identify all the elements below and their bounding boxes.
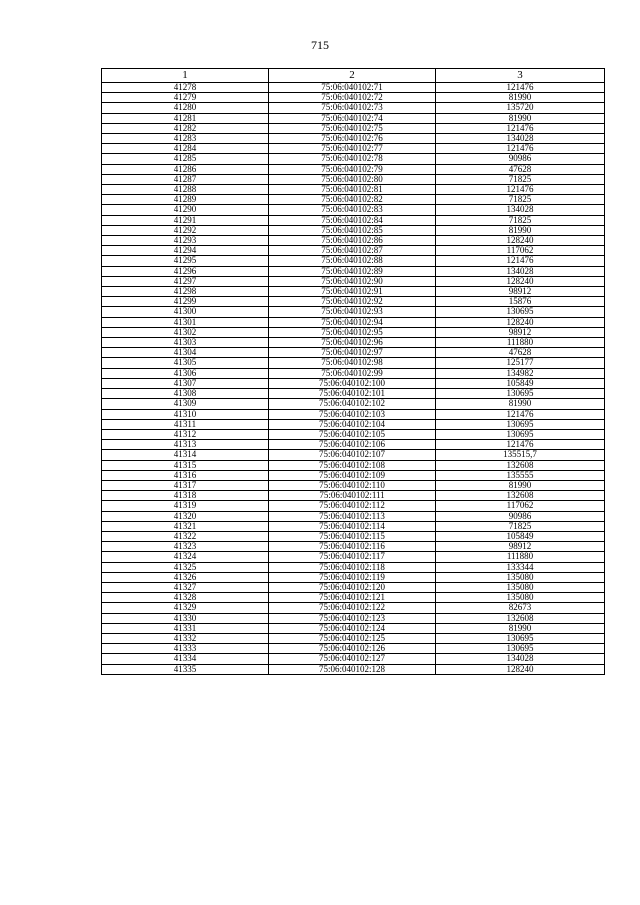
value-cell: 105849 — [436, 531, 605, 541]
cadastral-number-cell: 75:06:040102:81 — [269, 185, 436, 195]
row-number-cell: 41330 — [102, 613, 269, 623]
row-number-cell: 41315 — [102, 460, 269, 470]
cadastral-number-cell: 75:06:040102:126 — [269, 644, 436, 654]
row-number-cell: 41318 — [102, 491, 269, 501]
cadastral-number-cell: 75:06:040102:80 — [269, 174, 436, 184]
cadastral-number-cell: 75:06:040102:90 — [269, 276, 436, 286]
cadastral-number-cell: 75:06:040102:117 — [269, 552, 436, 562]
cadastral-number-cell: 75:06:040102:85 — [269, 225, 436, 235]
value-cell: 128240 — [436, 317, 605, 327]
row-number-cell: 41294 — [102, 246, 269, 256]
value-cell: 130695 — [436, 389, 605, 399]
value-cell: 81990 — [436, 480, 605, 490]
row-number-cell: 41300 — [102, 307, 269, 317]
table-row — [102, 552, 605, 562]
cadastral-number-cell: 75:06:040102:122 — [269, 603, 436, 613]
row-number-cell: 41285 — [102, 154, 269, 164]
value-cell: 90986 — [436, 511, 605, 521]
row-number-cell: 41317 — [102, 480, 269, 490]
table-row — [102, 93, 605, 103]
value-cell: 71825 — [436, 174, 605, 184]
value-cell: 135080 — [436, 582, 605, 592]
row-number-cell: 41280 — [102, 103, 269, 113]
cadastral-number-cell: 75:06:040102:89 — [269, 266, 436, 276]
table-row — [102, 185, 605, 195]
column-header-2: 2 — [269, 69, 436, 83]
table-row — [102, 593, 605, 603]
header-row — [102, 69, 605, 83]
table-row — [102, 266, 605, 276]
row-number-cell: 41287 — [102, 174, 269, 184]
row-number-cell: 41323 — [102, 542, 269, 552]
value-cell: 134982 — [436, 368, 605, 378]
cadastral-number-cell: 75:06:040102:92 — [269, 297, 436, 307]
value-cell: 71825 — [436, 195, 605, 205]
column-header-1: 1 — [102, 69, 269, 83]
table-row — [102, 225, 605, 235]
cadastral-number-cell: 75:06:040102:102 — [269, 399, 436, 409]
table-row — [102, 144, 605, 154]
table-row — [102, 644, 605, 654]
table-row — [102, 623, 605, 633]
table-row — [102, 613, 605, 623]
table-row — [102, 450, 605, 460]
table-row — [102, 205, 605, 215]
value-cell: 121476 — [436, 409, 605, 419]
value-cell: 121476 — [436, 440, 605, 450]
cadastral-number-cell: 75:06:040102:119 — [269, 572, 436, 582]
cadastral-number-cell: 75:06:040102:93 — [269, 307, 436, 317]
row-number-cell: 41334 — [102, 654, 269, 664]
row-number-cell: 41289 — [102, 195, 269, 205]
value-cell: 121476 — [436, 144, 605, 154]
cadastral-number-cell: 75:06:040102:98 — [269, 358, 436, 368]
value-cell: 111880 — [436, 552, 605, 562]
value-cell: 135515,7 — [436, 450, 605, 460]
row-number-cell: 41279 — [102, 93, 269, 103]
row-number-cell: 41286 — [102, 164, 269, 174]
value-cell: 47628 — [436, 164, 605, 174]
value-cell: 47628 — [436, 348, 605, 358]
value-cell: 71825 — [436, 215, 605, 225]
table-row — [102, 256, 605, 266]
cadastral-number-cell: 75:06:040102:112 — [269, 501, 436, 511]
table-row — [102, 389, 605, 399]
row-number-cell: 41313 — [102, 440, 269, 450]
column-header-3: 3 — [436, 69, 605, 83]
table-row — [102, 215, 605, 225]
cadastral-number-cell: 75:06:040102:88 — [269, 256, 436, 266]
cadastral-number-cell: 75:06:040102:87 — [269, 246, 436, 256]
row-number-cell: 41310 — [102, 409, 269, 419]
value-cell: 133344 — [436, 562, 605, 572]
value-cell: 125177 — [436, 358, 605, 368]
table-row — [102, 511, 605, 521]
value-cell: 105849 — [436, 378, 605, 388]
row-number-cell: 41278 — [102, 83, 269, 93]
cadastral-number-cell: 75:06:040102:127 — [269, 654, 436, 664]
cadastral-number-cell: 75:06:040102:115 — [269, 531, 436, 541]
table-row — [102, 409, 605, 419]
value-cell: 130695 — [436, 307, 605, 317]
cadastral-number-cell: 75:06:040102:106 — [269, 440, 436, 450]
table-row — [102, 501, 605, 511]
data-table — [101, 68, 605, 675]
table-row — [102, 236, 605, 246]
row-number-cell: 41281 — [102, 113, 269, 123]
value-cell: 121476 — [436, 256, 605, 266]
table-row — [102, 633, 605, 643]
cadastral-number-cell: 75:06:040102:124 — [269, 623, 436, 633]
table-row — [102, 113, 605, 123]
table-body — [102, 83, 605, 675]
row-number-cell: 41308 — [102, 389, 269, 399]
table-row — [102, 368, 605, 378]
cadastral-number-cell: 75:06:040102:104 — [269, 419, 436, 429]
table-row — [102, 542, 605, 552]
row-number-cell: 41299 — [102, 297, 269, 307]
value-cell: 134028 — [436, 134, 605, 144]
value-cell: 71825 — [436, 521, 605, 531]
cadastral-number-cell: 75:06:040102:76 — [269, 134, 436, 144]
table-row — [102, 440, 605, 450]
table-row — [102, 246, 605, 256]
cadastral-number-cell: 75:06:040102:78 — [269, 154, 436, 164]
value-cell: 98912 — [436, 287, 605, 297]
table-row — [102, 195, 605, 205]
table-row — [102, 358, 605, 368]
cadastral-number-cell: 75:06:040102:79 — [269, 164, 436, 174]
value-cell: 135080 — [436, 572, 605, 582]
value-cell: 135720 — [436, 103, 605, 113]
row-number-cell: 41332 — [102, 633, 269, 643]
value-cell: 130695 — [436, 429, 605, 439]
value-cell: 132608 — [436, 460, 605, 470]
value-cell: 15876 — [436, 297, 605, 307]
value-cell: 111880 — [436, 338, 605, 348]
cadastral-number-cell: 75:06:040102:100 — [269, 378, 436, 388]
row-number-cell: 41290 — [102, 205, 269, 215]
cadastral-number-cell: 75:06:040102:91 — [269, 287, 436, 297]
row-number-cell: 41306 — [102, 368, 269, 378]
cadastral-number-cell: 75:06:040102:128 — [269, 664, 436, 674]
row-number-cell: 41296 — [102, 266, 269, 276]
row-number-cell: 41314 — [102, 450, 269, 460]
cadastral-number-cell: 75:06:040102:71 — [269, 83, 436, 93]
value-cell: 121476 — [436, 83, 605, 93]
row-number-cell: 41327 — [102, 582, 269, 592]
row-number-cell: 41325 — [102, 562, 269, 572]
table-row — [102, 664, 605, 674]
row-number-cell: 41322 — [102, 531, 269, 541]
value-cell: 81990 — [436, 623, 605, 633]
table-row — [102, 154, 605, 164]
row-number-cell: 41283 — [102, 134, 269, 144]
row-number-cell: 41288 — [102, 185, 269, 195]
row-number-cell: 41316 — [102, 470, 269, 480]
value-cell: 82673 — [436, 603, 605, 613]
cadastral-number-cell: 75:06:040102:114 — [269, 521, 436, 531]
row-number-cell: 41321 — [102, 521, 269, 531]
cadastral-number-cell: 75:06:040102:95 — [269, 327, 436, 337]
cadastral-number-cell: 75:06:040102:109 — [269, 470, 436, 480]
row-number-cell: 41297 — [102, 276, 269, 286]
value-cell: 117062 — [436, 501, 605, 511]
table-row — [102, 429, 605, 439]
value-cell: 128240 — [436, 236, 605, 246]
row-number-cell: 41292 — [102, 225, 269, 235]
cadastral-number-cell: 75:06:040102:107 — [269, 450, 436, 460]
cadastral-number-cell: 75:06:040102:111 — [269, 491, 436, 501]
row-number-cell: 41284 — [102, 144, 269, 154]
cadastral-number-cell: 75:06:040102:97 — [269, 348, 436, 358]
row-number-cell: 41335 — [102, 664, 269, 674]
table-row — [102, 654, 605, 664]
table-row — [102, 338, 605, 348]
row-number-cell: 41298 — [102, 287, 269, 297]
table-row — [102, 491, 605, 501]
value-cell: 121476 — [436, 185, 605, 195]
cadastral-number-cell: 75:06:040102:72 — [269, 93, 436, 103]
table-row — [102, 562, 605, 572]
cadastral-number-cell: 75:06:040102:125 — [269, 633, 436, 643]
row-number-cell: 41324 — [102, 552, 269, 562]
value-cell: 134028 — [436, 654, 605, 664]
table-row — [102, 531, 605, 541]
cadastral-number-cell: 75:06:040102:121 — [269, 593, 436, 603]
row-number-cell: 41326 — [102, 572, 269, 582]
row-number-cell: 41331 — [102, 623, 269, 633]
value-cell: 128240 — [436, 664, 605, 674]
table-row — [102, 603, 605, 613]
row-number-cell: 41303 — [102, 338, 269, 348]
table-row — [102, 103, 605, 113]
row-number-cell: 41311 — [102, 419, 269, 429]
cadastral-number-cell: 75:06:040102:86 — [269, 236, 436, 246]
row-number-cell: 41301 — [102, 317, 269, 327]
cadastral-number-cell: 75:06:040102:101 — [269, 389, 436, 399]
cadastral-number-cell: 75:06:040102:83 — [269, 205, 436, 215]
table-row — [102, 327, 605, 337]
row-number-cell: 41328 — [102, 593, 269, 603]
value-cell: 130695 — [436, 419, 605, 429]
table-row — [102, 399, 605, 409]
table-row — [102, 134, 605, 144]
table-row — [102, 460, 605, 470]
table-row — [102, 307, 605, 317]
table-row — [102, 419, 605, 429]
cadastral-number-cell: 75:06:040102:108 — [269, 460, 436, 470]
table-row — [102, 174, 605, 184]
cadastral-number-cell: 75:06:040102:103 — [269, 409, 436, 419]
value-cell: 134028 — [436, 205, 605, 215]
cadastral-number-cell: 75:06:040102:75 — [269, 123, 436, 133]
row-number-cell: 41329 — [102, 603, 269, 613]
cadastral-number-cell: 75:06:040102:96 — [269, 338, 436, 348]
value-cell: 132608 — [436, 613, 605, 623]
cadastral-number-cell: 75:06:040102:116 — [269, 542, 436, 552]
table-row — [102, 123, 605, 133]
row-number-cell: 41305 — [102, 358, 269, 368]
table-row — [102, 317, 605, 327]
table-row — [102, 164, 605, 174]
value-cell: 130695 — [436, 644, 605, 654]
table-header — [102, 69, 605, 83]
table-row — [102, 480, 605, 490]
row-number-cell: 41293 — [102, 236, 269, 246]
row-number-cell: 41312 — [102, 429, 269, 439]
cadastral-number-cell: 75:06:040102:99 — [269, 368, 436, 378]
cadastral-number-cell: 75:06:040102:82 — [269, 195, 436, 205]
value-cell: 81990 — [436, 225, 605, 235]
row-number-cell: 41320 — [102, 511, 269, 521]
value-cell: 98912 — [436, 542, 605, 552]
table-row — [102, 582, 605, 592]
row-number-cell: 41319 — [102, 501, 269, 511]
table-row — [102, 83, 605, 93]
value-cell: 90986 — [436, 154, 605, 164]
row-number-cell: 41291 — [102, 215, 269, 225]
value-cell: 135080 — [436, 593, 605, 603]
table-row — [102, 276, 605, 286]
value-cell: 132608 — [436, 491, 605, 501]
cadastral-number-cell: 75:06:040102:94 — [269, 317, 436, 327]
cadastral-number-cell: 75:06:040102:74 — [269, 113, 436, 123]
cadastral-number-cell: 75:06:040102:73 — [269, 103, 436, 113]
table-row — [102, 297, 605, 307]
row-number-cell: 41295 — [102, 256, 269, 266]
cadastral-number-cell: 75:06:040102:120 — [269, 582, 436, 592]
cadastral-number-cell: 75:06:040102:123 — [269, 613, 436, 623]
row-number-cell: 41309 — [102, 399, 269, 409]
value-cell: 135555 — [436, 470, 605, 480]
cadastral-number-cell: 75:06:040102:84 — [269, 215, 436, 225]
value-cell: 81990 — [436, 399, 605, 409]
value-cell: 81990 — [436, 93, 605, 103]
value-cell: 121476 — [436, 123, 605, 133]
table-row — [102, 470, 605, 480]
page-number: 715 — [311, 38, 329, 52]
table-row — [102, 572, 605, 582]
value-cell: 130695 — [436, 633, 605, 643]
row-number-cell: 41307 — [102, 378, 269, 388]
table-row — [102, 287, 605, 297]
cadastral-number-cell: 75:06:040102:113 — [269, 511, 436, 521]
cadastral-number-cell: 75:06:040102:118 — [269, 562, 436, 572]
cadastral-number-cell: 75:06:040102:110 — [269, 480, 436, 490]
row-number-cell: 41333 — [102, 644, 269, 654]
value-cell: 128240 — [436, 276, 605, 286]
table-row — [102, 521, 605, 531]
table-row — [102, 348, 605, 358]
row-number-cell: 41304 — [102, 348, 269, 358]
cadastral-number-cell: 75:06:040102:105 — [269, 429, 436, 439]
row-number-cell: 41282 — [102, 123, 269, 133]
value-cell: 81990 — [436, 113, 605, 123]
value-cell: 98912 — [436, 327, 605, 337]
table-row — [102, 378, 605, 388]
value-cell: 117062 — [436, 246, 605, 256]
value-cell: 134028 — [436, 266, 605, 276]
cadastral-number-cell: 75:06:040102:77 — [269, 144, 436, 154]
row-number-cell: 41302 — [102, 327, 269, 337]
